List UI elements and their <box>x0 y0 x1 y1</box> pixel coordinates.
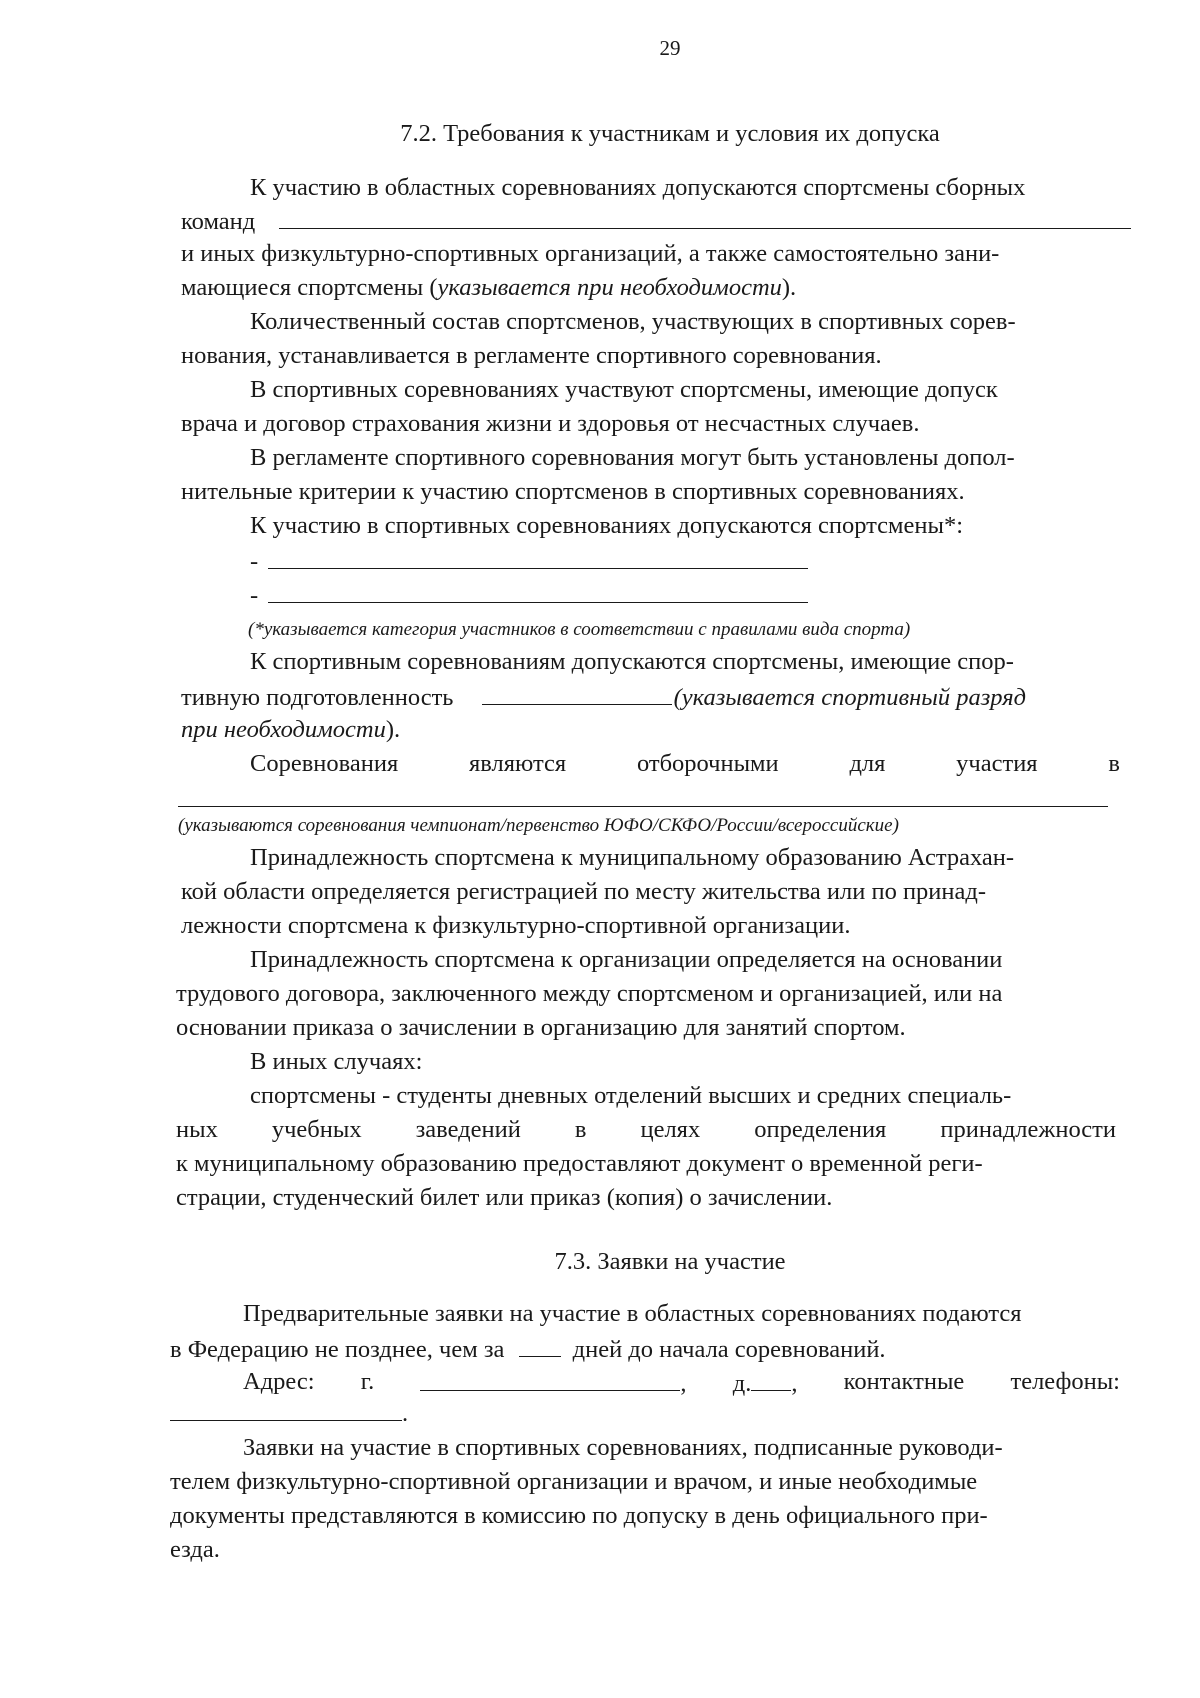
text-line: телем физкультурно-спортивной организации и врачом, и иные необходимые <box>170 1468 978 1495</box>
fill-blank-line: . <box>170 1396 408 1430</box>
text-line: мающиеся спортсмены (указывается при необходимости). <box>181 274 797 301</box>
dash-line: - <box>250 544 808 578</box>
fill-blank <box>268 578 808 603</box>
fill-blank <box>519 1332 561 1357</box>
section-7-2-title: 7.2. Требования к участникам и условия их допуска <box>400 120 940 147</box>
text-line: документы представляются в комиссию по допуску в день официального при- <box>170 1502 988 1529</box>
text-line: К спортивным соревнованиям допускаются спортсмены, имеющие спор- <box>250 648 1014 675</box>
text-line: тивную подготовленность (указывается спортивный разряд <box>181 680 1026 714</box>
text-line: К участию в спортивных соревнованиях допускаются спортсмены*: <box>250 512 964 539</box>
justified-line: ных учебных заведений в целях определения принадлежности <box>176 1116 1116 1143</box>
text-line: врача и договор страхования жизни и здоровья от несчастных случаев. <box>181 410 920 437</box>
text-line: трудового договора, заключенного между спортсменом и организацией, или на <box>176 980 1003 1007</box>
footnote-text: (*указывается категория участников в соответствии с правилами вида спорта) <box>248 619 911 640</box>
text-line: нования, устанавливается в регламенте спортивного соревнования. <box>181 342 882 369</box>
text-line: Количественный состав спортсменов, участвующих в спортивных сорев- <box>250 308 1016 335</box>
text-line: В спортивных соревнованиях участвуют спортсмены, имеющие допуск <box>250 376 998 403</box>
text-line: Принадлежность спортсмена к муниципальному образованию Астрахан- <box>250 844 1015 871</box>
text-line: К участию в областных соревнованиях допускаются спортсмены сборных <box>250 174 1026 201</box>
fill-blank <box>170 1396 402 1421</box>
text-line: к муниципальному образованию предоставляют документ о временной реги- <box>176 1150 983 1177</box>
text-line: лежности спортсмена к физкультурно-спортивной организации. <box>181 912 851 939</box>
text-line: команд <box>181 204 1131 238</box>
text-line: Предварительные заявки на участие в областных соревнованиях подаются <box>243 1300 1022 1327</box>
text-line: и иных физкультурно-спортивных организаций, а также самостоятельно зани- <box>181 240 1000 267</box>
text-line: в Федерацию не позднее, чем за дней до начала соревнований. <box>170 1332 886 1366</box>
justified-line: Соревнования являются отборочными для участия в <box>250 750 1120 777</box>
address-line: Адрес: г. , д. , контактные телефоны: <box>243 1368 1120 1397</box>
fill-blank <box>178 782 1108 807</box>
section-7-3-title: 7.3. Заявки на участие <box>554 1248 786 1275</box>
text-line: спортсмены - студенты дневных отделений высших и средних специаль- <box>250 1082 1012 1109</box>
fill-blank <box>268 544 808 569</box>
text-line: езда. <box>170 1536 220 1563</box>
text-line: страции, студенческий билет или приказ (копия) о зачислении. <box>176 1184 833 1211</box>
fill-blank <box>279 204 1131 229</box>
text-line: кой области определяется регистрацией по месту жительства или по принад- <box>181 878 987 905</box>
fill-blank <box>751 1366 791 1391</box>
fill-blank <box>420 1366 680 1391</box>
page-number: 29 <box>659 36 681 60</box>
text-line: Заявки на участие в спортивных соревнованиях, подписанные руководи- <box>243 1434 1003 1461</box>
text-line: нительные критерии к участию спортсменов в спортивных соревнованиях. <box>181 478 965 505</box>
text-line: Принадлежность спортсмена к организации определяется на основании <box>250 946 1003 973</box>
fill-blank <box>482 680 672 705</box>
footnote-text: (указываются соревнования чемпионат/первенство ЮФО/СКФО/России/всероссийские) <box>178 815 899 836</box>
text-line: В иных случаях: <box>250 1048 423 1075</box>
text-line: основании приказа о зачислении в организацию для занятий спортом. <box>176 1014 906 1041</box>
dash-line: - <box>250 578 808 612</box>
text-line: при необходимости). <box>181 716 401 743</box>
text-line: В регламенте спортивного соревнования могут быть установлены допол- <box>250 444 1015 471</box>
